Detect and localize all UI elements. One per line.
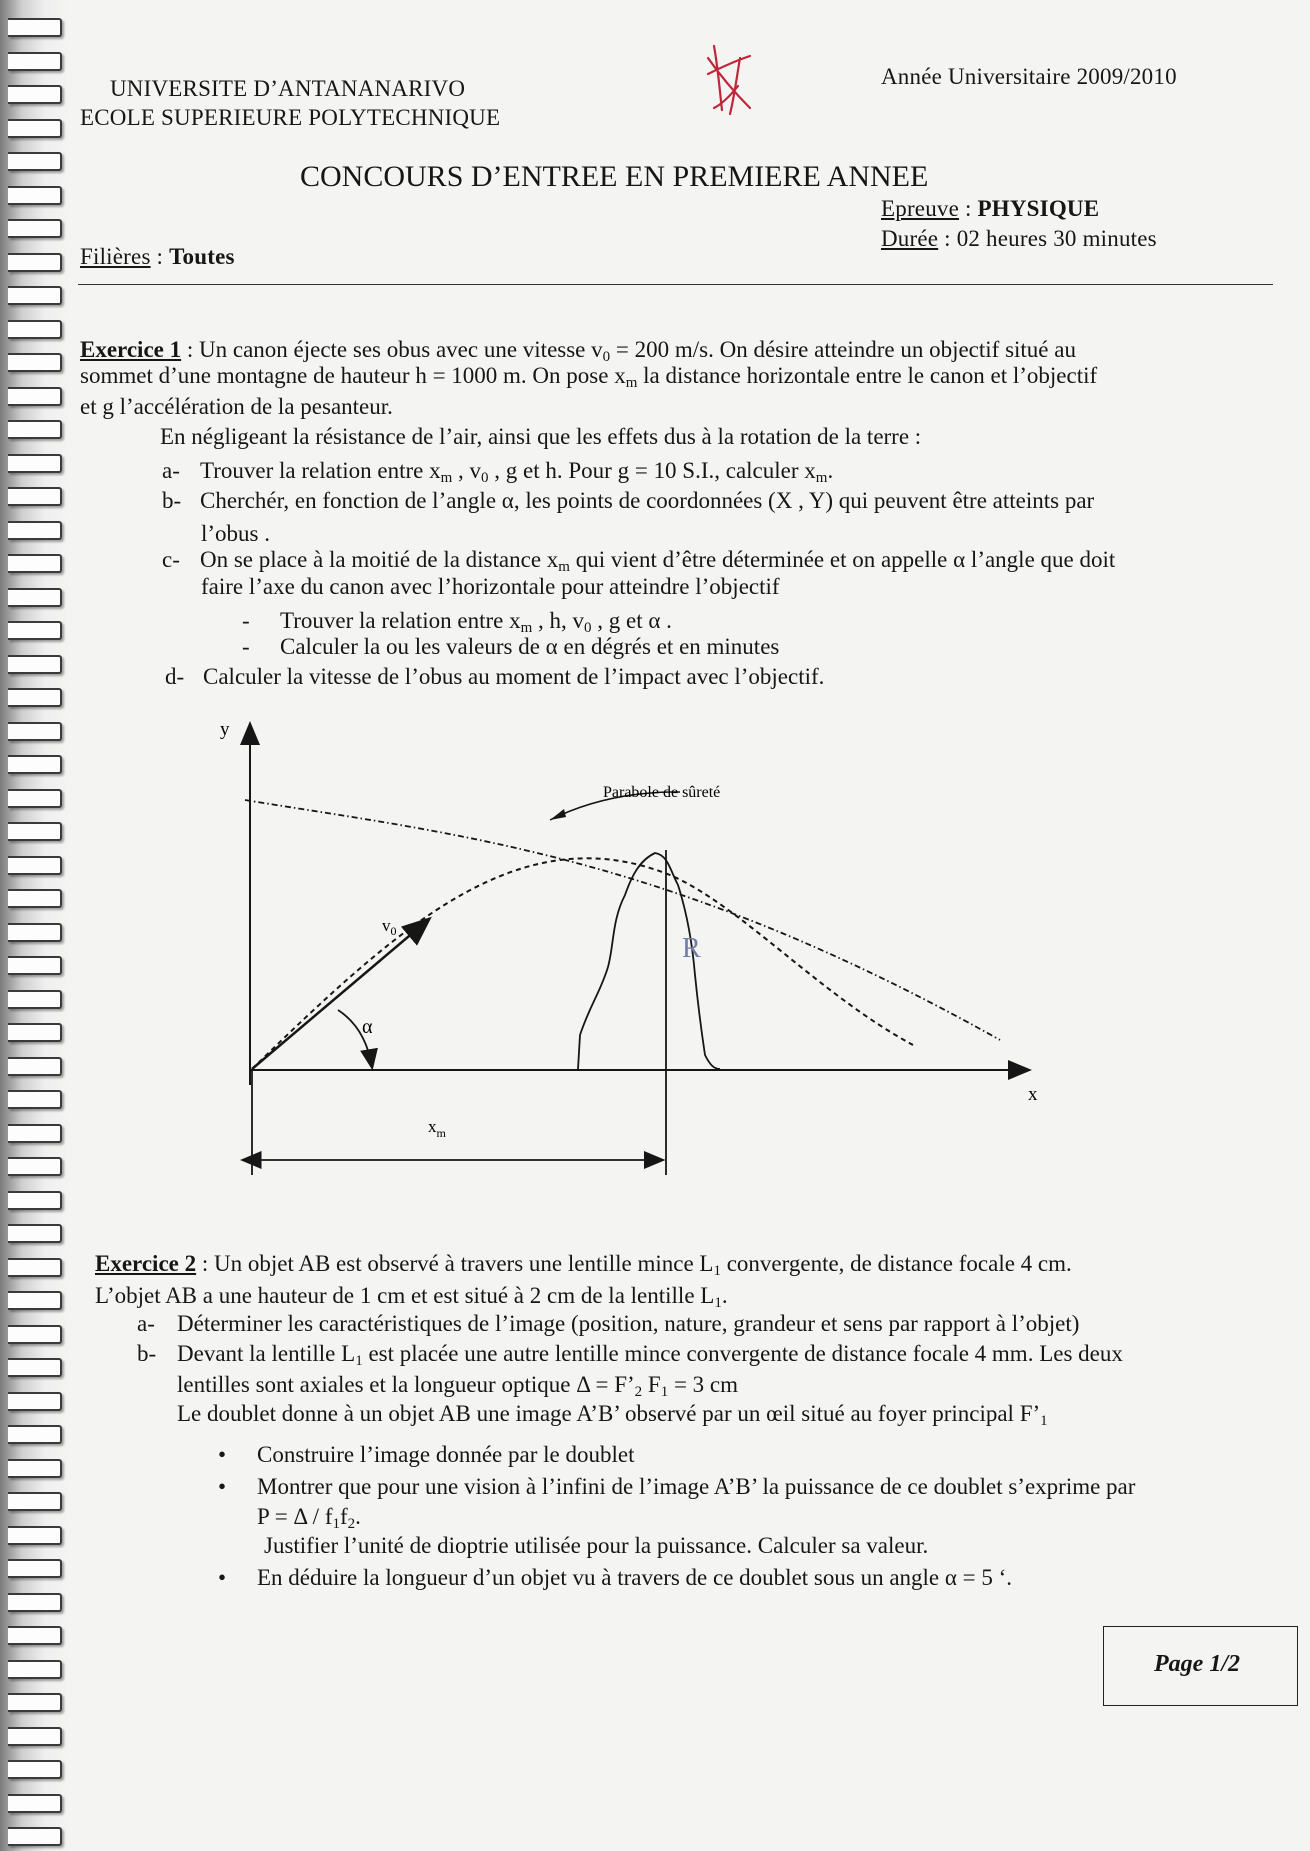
binding-ring [8, 320, 62, 339]
binding-ring [8, 253, 62, 272]
binding-ring [8, 52, 62, 71]
handwritten-mountain-mark: R [682, 933, 701, 964]
binding-ring [8, 1358, 62, 1377]
binding-ring [8, 487, 62, 506]
binding-ring [8, 956, 62, 975]
ex2-item-a: a- Déterminer les caractéristiques de l’image (position, nature, grandeur et sens par rapport à l’objet) [137, 1311, 1080, 1336]
ex1-item-b: b- Cherchér, en fonction de l’angle α, les points de coordonnées (X , Y) qui peuvent être atteints par [162, 488, 1095, 513]
binding-ring [8, 822, 62, 841]
header-divider [78, 284, 1273, 285]
ex2-item-b: b- Devant la lentille $L_1$ est placée une autre lentille mince convergente de distance focale 4 mm. Les deux [137, 1341, 1123, 1369]
binding-ring [8, 420, 62, 439]
binding-ring [8, 1057, 62, 1076]
velocity-label: $v_0$ [382, 916, 397, 938]
velocity-vector [252, 920, 428, 1069]
binding-ring [8, 923, 62, 942]
spiral-binding [0, 0, 70, 1851]
ex1-item-c-sub1: - Trouver la relation entre $x_m$ , h, $v_0$ , g et α . [242, 608, 672, 636]
trajectory-curve [252, 858, 913, 1069]
binding-ring [8, 990, 62, 1009]
binding-ring [8, 554, 62, 573]
ex2-bullet2-line3: Justifier l’unité de dioptrie utilisée pour la puissance. Calculer sa valeur. [264, 1533, 929, 1558]
alpha-label: α [362, 1016, 373, 1038]
ex1-label: Exercice 1 [80, 337, 182, 362]
ex1-item-c-sub2: - Calculer la ou les valeurs de α en dégrés et en minutes [242, 634, 780, 659]
binding-ring [8, 1526, 62, 1545]
filieres-label: Filières [80, 244, 151, 269]
ex2-item-b-line2: lentilles sont axiales et la longueur optique $\Delta = F’_2$ $F_1 = 3$ cm [177, 1372, 739, 1400]
binding-ring [8, 889, 62, 908]
binding-ring [8, 521, 62, 540]
binding-ring [8, 152, 62, 171]
binding-ring [8, 655, 62, 674]
ex2-label: Exercice 2 [95, 1251, 197, 1276]
binding-ring [8, 1794, 62, 1813]
school-name: ECOLE SUPERIEURE POLYTECHNIQUE [80, 105, 501, 130]
duree-label: Durée [881, 226, 939, 251]
handwritten-red-mark [700, 38, 760, 118]
binding-ring [8, 1459, 62, 1478]
binding-ring [8, 387, 62, 406]
binding-ring [8, 219, 62, 238]
ex1-item-c: c- On se place à la moitié de la distance $x_m$ qui vient d’être déterminée et on appelle α l’angle que doit [162, 547, 1116, 575]
binding-ring [8, 353, 62, 372]
parabola-label: Parabole de sûreté [603, 784, 721, 801]
ex1-item-a: a- Trouver la relation entre $x_m$ , $v_0$ , g et h. Pour g = 10 S.I., calculer $x_m$. [162, 458, 834, 486]
ex1-intro-line3: et g l’accélération de la pesanteur. [80, 394, 393, 419]
binding-ring [8, 1827, 62, 1846]
binding-ring [8, 1124, 62, 1143]
filieres-value: Toutes [169, 244, 235, 269]
binding-ring [8, 588, 62, 607]
page-number: Page 1/2 [1154, 1651, 1240, 1677]
binding-ring [8, 1023, 62, 1042]
binding-ring [8, 1325, 62, 1344]
binding-ring [8, 1425, 62, 1444]
ex2-bullet1: • Construire l’image donnée par le doublet [218, 1442, 635, 1467]
binding-ring [8, 1392, 62, 1411]
binding-ring [8, 722, 62, 741]
binding-ring [8, 1090, 62, 1109]
ex1-item-c-line2: faire l’axe du canon avec l’horizontale pour atteindre l’objectif [201, 574, 780, 599]
binding-ring [8, 755, 62, 774]
binding-ring [8, 1593, 62, 1612]
binding-ring [8, 1626, 62, 1645]
binding-ring [8, 454, 62, 473]
ex1-intro-line4: En négligeant la résistance de l’air, ainsi que les effets dus à la rotation de la terre : [160, 424, 922, 449]
binding-ring [8, 186, 62, 205]
duree-value: 02 heures 30 minutes [956, 226, 1157, 251]
binding-ring [8, 1559, 62, 1578]
ex2-bullet2-formula: $P = \Delta / f_1f_2$. [257, 1504, 361, 1532]
binding-ring [8, 1760, 62, 1779]
binding-ring [8, 119, 62, 138]
binding-ring [8, 1258, 62, 1277]
y-axis-label: y [220, 719, 230, 740]
binding-ring [8, 1693, 62, 1712]
binding-ring [8, 85, 62, 104]
xm-label: $x_m$ [428, 1117, 446, 1140]
binding-ring [8, 621, 62, 640]
ex1-intro-line1: Exercice 1 : Un canon éjecte ses obus avec une vitesse $v_0 = 200$ m/s. On désire atteindre un objectif situé au [80, 337, 1076, 365]
binding-ring [8, 1492, 62, 1511]
filieres-line: Filières : Toutes [80, 244, 235, 269]
page-number-box [1103, 1626, 1298, 1706]
ex1-intro-line2: sommet d’une montagne de hauteur h = 1000 m. On pose $x_m$ la distance horizontale entre le canon et l’objectif [80, 363, 1098, 391]
duree-line: Durée : 02 heures 30 minutes [881, 226, 1157, 251]
trajectory-figure [200, 705, 1080, 1185]
binding-ring [8, 789, 62, 808]
binding-ring [8, 286, 62, 305]
binding-ring [8, 1191, 62, 1210]
binding-ring [8, 1224, 62, 1243]
university-name: UNIVERSITE D’ANTANANARIVO [110, 76, 466, 101]
binding-ring [8, 1727, 62, 1746]
page-title: CONCOURS D’ENTREE EN PREMIERE ANNEE [300, 160, 929, 193]
ex1-item-b-line2: l’obus . [201, 521, 270, 546]
ex2-intro-line1: Exercice 2 : Un objet AB est observé à travers une lentille mince $L_1$ convergente, de distance focale 4 cm. [95, 1251, 1072, 1279]
epreuve-value: PHYSIQUE [977, 196, 1100, 221]
ex2-bullet3: • En déduire la longueur d’un objet vu à travers de ce doublet sous un angle α = 5 ‘. [218, 1565, 1013, 1590]
binding-ring [8, 1157, 62, 1176]
ex2-bullet2: • Montrer que pour une vision à l’infini de l’image A’B’ la puissance de ce doublet s’exprime par [218, 1474, 1136, 1499]
binding-ring [8, 1291, 62, 1310]
x-axis-label: x [1028, 1084, 1038, 1105]
epreuve-line: Epreuve : PHYSIQUE [881, 196, 1100, 221]
safety-parabola [245, 800, 1000, 1040]
binding-ring [8, 688, 62, 707]
ex2-item-b-line3: Le doublet donne à un objet AB une image A’B’ observé par un œil situé au foyer principal $F’_1$ [177, 1401, 1048, 1429]
ex2-intro-line2: L’objet AB a une hauteur de 1 cm et est situé à 2 cm de la lentille $L_1$. [95, 1283, 728, 1311]
ex1-item-d: d- Calculer la vitesse de l’obus au moment de l’impact avec l’objectif. [165, 664, 825, 689]
academic-year: Année Universitaire 2009/2010 [881, 64, 1177, 89]
epreuve-label: Epreuve [881, 196, 960, 221]
binding-ring [8, 856, 62, 875]
binding-ring [8, 18, 62, 37]
binding-ring [8, 1660, 62, 1679]
